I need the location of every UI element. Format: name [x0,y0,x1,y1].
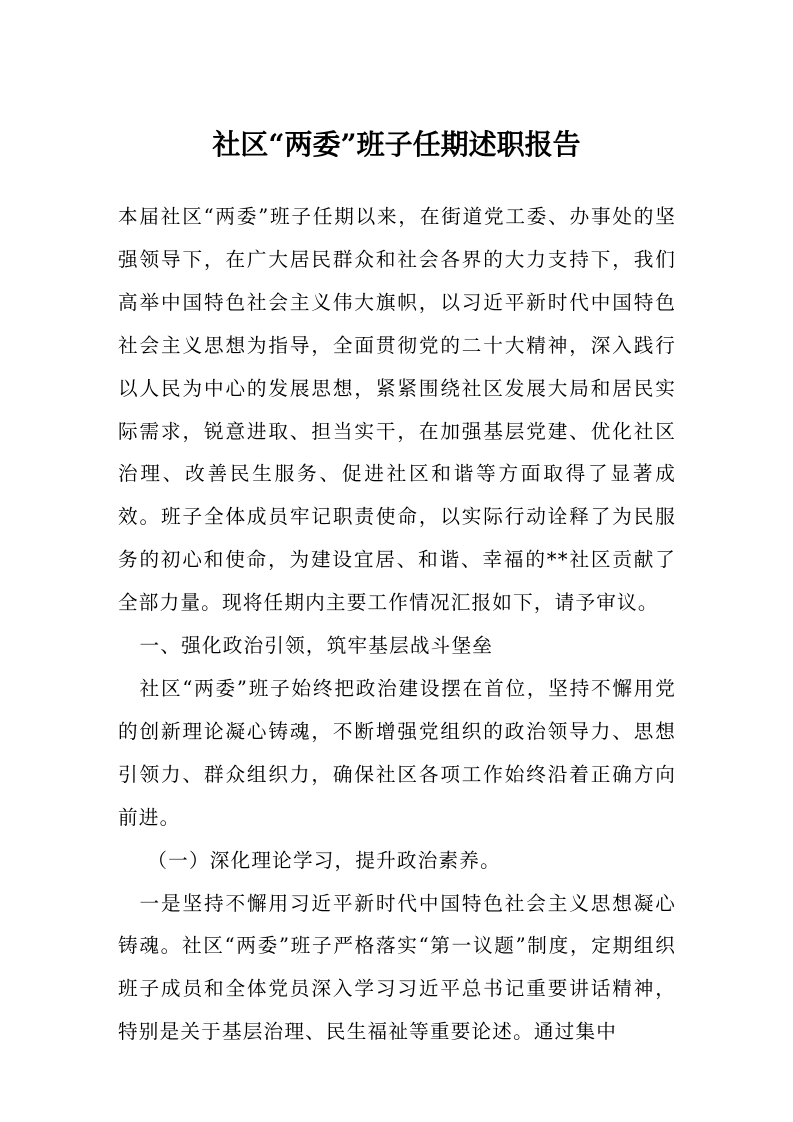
document-title: 社区“两委”班子任期述职报告 [212,128,581,161]
section-heading-1: 一、强化政治引领，筑牢基层战斗堡垒 [139,634,494,658]
intro-paragraph: 本届社区“两委”班子任期以来，在街道党工委、办事处的坚强领导下，在广大居民群众和社会各界的大力支持下，我们高举中国特色社会主义伟大旗帜，以习近平新时代中国特色社会主义思想为指导，全面贯彻党的二十大精神，深入践行以人民为中心的发展思想，紧紧围绕社区发展大局和居民实际需求，锐意进取、担当实干，在加强基层党建、优化社区治理、改善民生服务、促进社区和谐等方面取得了显著成效。班子全体成员牢记职责使命，以实际行动诠释了为民服务的初心和使命，为建设宜居、和谐、幸福的**社区贡献了全部力量。现将任期内主要工作情况汇报如下，请予审议。 [118,205,676,615]
subsection-paragraph-1: 一是坚持不懈用习近平新时代中国特色社会主义思想凝心铸魂。社区“两委”班子严格落实“第一议题”制度，定期组织班子成员和全体党员深入学习习近平总书记重要讲话精神，特别是关于基层治理、民生福祉等重要论述。通过集中 [118,891,676,1044]
document-body [118,196,676,1054]
section-paragraph-1: 社区“两委”班子始终把政治建设摆在首位，坚持不懈用党的创新理论凝心铸魂，不断增强党组织的政治领导力、思想引领力、群众组织力，确保社区各项工作始终沿着正确方向前进。 [118,676,676,829]
subsection-heading-1: （一）深化理论学习，提升政治素养。 [147,848,501,872]
